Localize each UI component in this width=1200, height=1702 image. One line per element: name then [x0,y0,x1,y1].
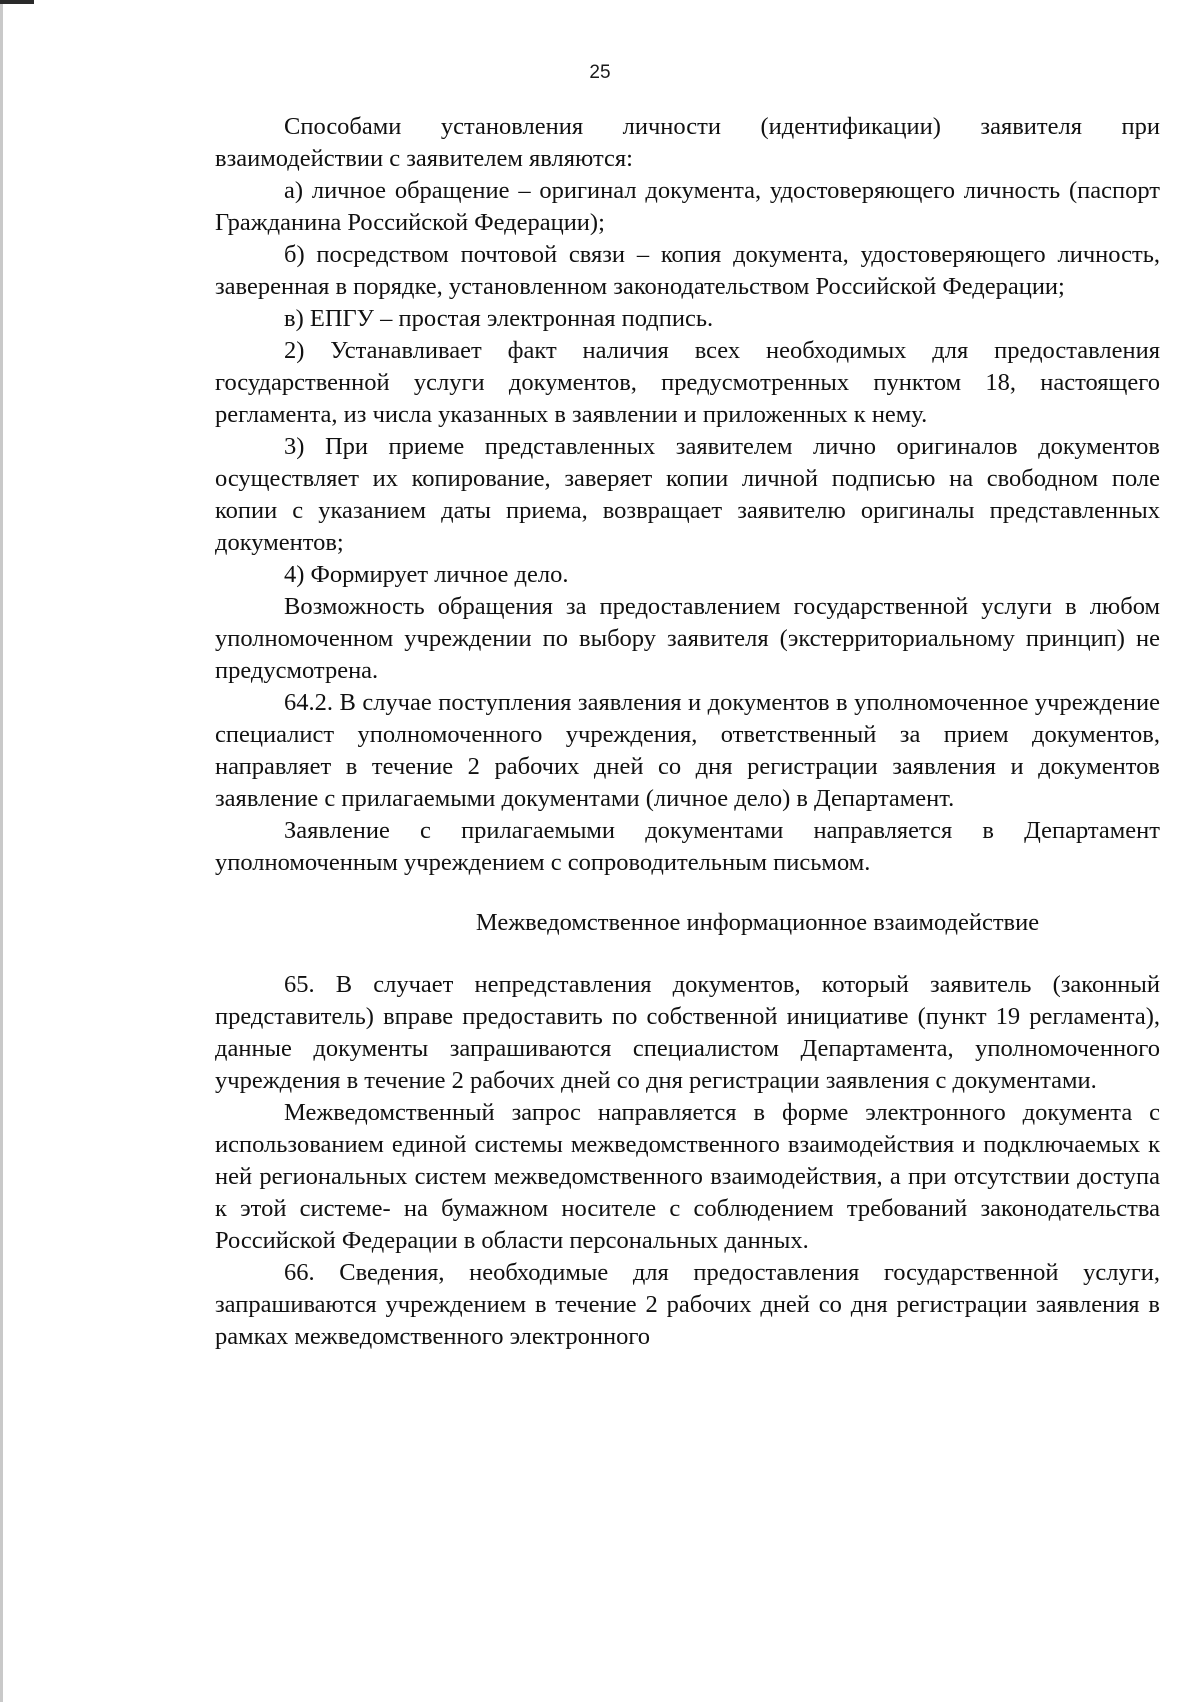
paragraph: Межведомственный запрос направляется в форме электронного документа с использованием единой системы межведомственного взаимодействия и подключаемых к ней региональных систем межведомственного взаимодействия, а при отсутствии доступа к этой системе- на бумажном носителе с соблюдением требований законодательства Российской Федерации в области персональных данных. [215,1099,1160,1254]
section-heading: Межведомственное информационное взаимодействие [475,909,1040,936]
scan-left-edge [0,0,3,1702]
scan-corner-mark [0,0,34,4]
paragraph: Заявление с прилагаемыми документами направляется в Департамент уполномоченным учреждением с сопроводительным письмом. [215,817,1160,876]
paragraph: 3) При приеме представленных заявителем лично оригиналов документов осуществляет их копирование, заверяет копии личной подписью на свободном поле копии с указанием даты приема, возвращает заявителю оригиналы представленных документов; [215,433,1160,556]
paragraph: 4) Формирует личное дело. [284,561,569,588]
paragraph: а) личное обращение – оригинал документа, удостоверяющего личность (паспорт Гражданина Российской Федерации); [215,177,1160,236]
page-number: 25 [589,62,611,83]
paragraph: б) посредством почтовой связи – копия документа, удостоверяющего личность, заверенная в порядке, установленном законодательством Российской Федерации; [215,241,1160,300]
paragraph: 2) Устанавливает факт наличия всех необходимых для предоставления государственной услуги документов, предусмотренных пунктом 18, настоящего регламента, из числа указанных в заявлении и приложенных к нему. [215,337,1160,428]
paragraph: 66. Сведения, необходимые для предоставления государственной услуги, запрашиваются учреждением в течение 2 рабочих дней со дня регистрации заявления в рамках межведомственного электронного [215,1259,1160,1350]
paragraph: Способами установления личности (идентификации) заявителя при взаимодействии с заявителем являются: [215,113,1160,172]
paragraph: в) ЕПГУ – простая электронная подпись. [284,305,714,332]
document-body [215,111,1160,1353]
spacer [215,879,1160,907]
paragraph: Возможность обращения за предоставлением государственной услуги в любом уполномоченном учреждении по выбору заявителя (экстерриториальному принцип) не предусмотрена. [215,593,1160,684]
paragraph: 64.2. В случае поступления заявления и документов в уполномоченное учреждение специалист уполномоченного учреждения, ответственный за прием документов, направляет в течение 2 рабочих дней со дня регистрации заявления и документов заявление с прилагаемыми документами (личное дело) в Департамент. [215,689,1160,812]
spacer [215,939,1160,969]
paragraph: 65. В случает непредставления документов, который заявитель (законный представитель) вправе предоставить по собственной инициативе (пункт 19 регламента), данные документы запрашиваются специалистом Департамента, уполномоченного учреждения в течение 2 рабочих дней со дня регистрации заявления с документами. [215,971,1160,1094]
